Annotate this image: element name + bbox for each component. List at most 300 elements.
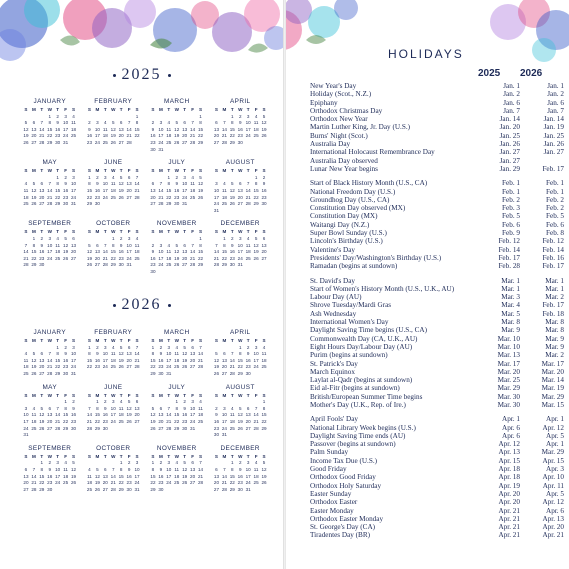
day-cell: 13 bbox=[118, 126, 124, 132]
holiday-row bbox=[310, 229, 564, 237]
day-cell: 5 bbox=[151, 405, 155, 411]
weekday-header: S bbox=[262, 168, 266, 174]
weekday-header: S bbox=[24, 453, 28, 459]
day-cell: 19 bbox=[70, 473, 77, 479]
day-cell: 22 bbox=[86, 194, 93, 200]
month-name: MARCH bbox=[164, 98, 190, 105]
day-cell: 21 bbox=[166, 418, 172, 424]
day-cell: 15 bbox=[261, 412, 267, 418]
weekday-header: M bbox=[31, 338, 36, 343]
day-cell: 13 bbox=[182, 126, 188, 132]
day-cell: 2 bbox=[238, 113, 242, 119]
day-cell: 10 bbox=[190, 405, 196, 411]
day-cell: 9 bbox=[262, 181, 266, 187]
holiday-name: Lunar New Year begins bbox=[310, 164, 378, 173]
day-cell: 6 bbox=[191, 460, 194, 466]
day-cell: 10 bbox=[213, 187, 220, 193]
day-cell: 10 bbox=[94, 126, 100, 132]
bullet-icon bbox=[113, 74, 116, 77]
day-cell: 3 bbox=[135, 460, 139, 466]
weekday-header: M bbox=[158, 107, 163, 112]
day-cell: 17 bbox=[213, 194, 220, 200]
day-cell: 17 bbox=[245, 126, 251, 132]
day-cell: 10 bbox=[110, 405, 116, 411]
day-cell: 5 bbox=[40, 405, 44, 411]
month-may bbox=[22, 384, 78, 439]
day-cell: 2 bbox=[72, 399, 75, 405]
weekday-header: F bbox=[127, 107, 131, 112]
day-cell: 25 bbox=[229, 425, 235, 431]
day-cell: 5 bbox=[238, 405, 242, 411]
day-cell: 15 bbox=[229, 126, 235, 132]
day-cell: 24 bbox=[94, 139, 100, 145]
weekday-header: S bbox=[71, 168, 76, 174]
month-name: DECEMBER bbox=[220, 444, 260, 452]
month-march bbox=[149, 329, 205, 378]
bullet-icon bbox=[168, 304, 171, 307]
day-cell: 30 bbox=[63, 201, 69, 207]
holiday-date-2025: Mar. 10 bbox=[497, 334, 520, 343]
day-cell: 30 bbox=[47, 486, 53, 492]
day-cell: 29 bbox=[47, 139, 53, 145]
holiday-row bbox=[310, 335, 564, 343]
day-grid bbox=[149, 168, 205, 208]
day-cell: 22 bbox=[261, 418, 267, 424]
day-cell: 1 bbox=[135, 113, 139, 119]
weekday-header: T bbox=[119, 229, 123, 235]
day-cell: 2 bbox=[96, 344, 99, 350]
month-june bbox=[86, 159, 142, 214]
weekday-header: M bbox=[31, 107, 36, 112]
day-cell: 9 bbox=[72, 405, 75, 411]
day-cell: 10 bbox=[102, 351, 108, 357]
day-cell: 30 bbox=[63, 370, 69, 376]
weekday-header: F bbox=[64, 168, 67, 174]
day-cell: 7 bbox=[191, 242, 194, 248]
month-name: FEBRUARY bbox=[94, 329, 133, 336]
day-cell: 31 bbox=[158, 146, 164, 152]
holiday-name: Orthodox Good Friday bbox=[310, 473, 376, 482]
holiday-date-2025: Apr. 19 bbox=[498, 481, 520, 490]
holiday-date-2026: Feb. 2 bbox=[546, 195, 564, 204]
day-cell: 6 bbox=[40, 181, 44, 187]
day-cell: 26 bbox=[23, 139, 29, 145]
weekday-header: S bbox=[151, 107, 155, 112]
weekday-header: T bbox=[40, 229, 44, 235]
holiday-date-2026: Apr. 12 bbox=[542, 498, 564, 507]
day-cell: 24 bbox=[190, 418, 196, 424]
holiday-row bbox=[310, 440, 564, 448]
day-cell: 19 bbox=[39, 418, 45, 424]
day-cell: 12 bbox=[118, 181, 124, 187]
weekday-header: M bbox=[222, 168, 227, 174]
holiday-date-2026: Apr. 10 bbox=[542, 473, 564, 482]
weekday-header: T bbox=[56, 392, 60, 398]
day-cell: 10 bbox=[158, 126, 164, 132]
holiday-name: April Fools' Day bbox=[310, 415, 359, 424]
day-cell: 26 bbox=[118, 194, 124, 200]
day-cell: 4 bbox=[111, 174, 115, 180]
day-cell: 7 bbox=[111, 466, 115, 472]
day-cell: 15 bbox=[197, 249, 204, 255]
holiday-name: Labour Day (AU) bbox=[310, 293, 362, 302]
day-cell: 23 bbox=[229, 255, 235, 261]
holiday-name: Lincoln's Birthday (U.S.) bbox=[310, 237, 383, 246]
day-cell: 14 bbox=[197, 351, 204, 357]
day-cell: 17 bbox=[182, 187, 188, 193]
day-cell: 3 bbox=[127, 235, 131, 241]
holiday-row bbox=[310, 326, 564, 334]
day-cell: 26 bbox=[31, 201, 37, 207]
weekday-header: S bbox=[135, 107, 139, 112]
day-cell: 22 bbox=[237, 364, 243, 370]
day-cell: 9 bbox=[183, 405, 186, 411]
day-cell: 1 bbox=[151, 460, 155, 466]
day-cell: 7 bbox=[56, 405, 59, 411]
day-cell: 17 bbox=[63, 126, 69, 132]
day-cell: 11 bbox=[261, 351, 267, 357]
day-cell: 29 bbox=[197, 262, 204, 268]
holiday-row bbox=[310, 140, 564, 148]
holiday-row bbox=[310, 99, 564, 107]
day-cell: 16 bbox=[229, 249, 235, 255]
day-cell: 3 bbox=[48, 235, 52, 241]
holiday-name: Groundhog Day (U.S., CA) bbox=[310, 195, 390, 204]
day-cell: 15 bbox=[134, 126, 140, 132]
day-cell: 6 bbox=[96, 242, 99, 248]
day-cell: 13 bbox=[94, 249, 100, 255]
day-cell: 12 bbox=[182, 351, 188, 357]
day-cell: 10 bbox=[245, 466, 251, 472]
weekday-header: T bbox=[119, 453, 123, 459]
day-cell: 1 bbox=[119, 460, 123, 466]
day-cell: 8 bbox=[199, 120, 202, 126]
day-cell: 20 bbox=[245, 418, 251, 424]
holiday-date-2025: Apr. 20 bbox=[498, 489, 520, 498]
weekday-header: F bbox=[64, 453, 67, 459]
day-cell: 27 bbox=[70, 255, 77, 261]
day-cell: 16 bbox=[174, 187, 180, 193]
day-cell: 11 bbox=[174, 466, 180, 472]
day-cell: 6 bbox=[238, 181, 242, 187]
day-cell: 18 bbox=[23, 364, 29, 370]
holiday-row bbox=[310, 293, 564, 301]
weekday-header: T bbox=[183, 453, 187, 459]
year-column-2025: 2025 bbox=[478, 68, 501, 79]
month-name: OCTOBER bbox=[96, 444, 131, 452]
day-cell: 10 bbox=[182, 181, 188, 187]
holiday-name: Australia Day observed bbox=[310, 156, 378, 165]
day-cell: 10 bbox=[134, 466, 140, 472]
month-december bbox=[213, 220, 269, 275]
day-cell: 25 bbox=[63, 480, 69, 486]
day-cell: 11 bbox=[102, 126, 108, 132]
holiday-date-2025: Mar. 8 bbox=[501, 318, 520, 327]
weekday-header: S bbox=[87, 168, 91, 174]
day-cell: 8 bbox=[119, 466, 123, 472]
holiday-list bbox=[310, 82, 564, 546]
day-cell: 23 bbox=[182, 418, 188, 424]
day-cell: 1 bbox=[199, 235, 202, 241]
day-cell: 13 bbox=[261, 242, 267, 248]
day-cell: 12 bbox=[126, 405, 132, 411]
month-april bbox=[213, 329, 269, 378]
day-cell: 28 bbox=[229, 370, 235, 376]
day-cell: 8 bbox=[96, 405, 99, 411]
day-cell: 20 bbox=[182, 255, 188, 261]
day-cell: 4 bbox=[231, 405, 234, 411]
holiday-date-2025: Mar. 3 bbox=[501, 293, 520, 302]
day-cell: 3 bbox=[72, 344, 75, 350]
day-cell: 7 bbox=[135, 344, 139, 350]
day-cell: 15 bbox=[174, 412, 180, 418]
day-cell: 25 bbox=[23, 201, 29, 207]
month-november bbox=[149, 445, 205, 494]
day-cell: 30 bbox=[229, 262, 235, 268]
holiday-date-2026: Apr. 5 bbox=[546, 431, 564, 440]
day-cell: 30 bbox=[237, 139, 243, 145]
weekday-header: F bbox=[64, 229, 67, 235]
day-cell: 28 bbox=[31, 486, 37, 492]
day-cell: 29 bbox=[94, 425, 100, 431]
day-cell: 19 bbox=[174, 133, 180, 139]
holiday-row bbox=[310, 401, 564, 409]
day-cell: 19 bbox=[182, 357, 188, 363]
holiday-date-2026: Apr. 5 bbox=[546, 489, 564, 498]
day-cell: 20 bbox=[261, 249, 267, 255]
holiday-date-2026: Apr. 13 bbox=[542, 514, 564, 523]
holiday-name: Orthodox Easter Monday bbox=[310, 514, 384, 523]
weekday-header: M bbox=[95, 107, 100, 112]
day-cell: 9 bbox=[56, 120, 59, 126]
day-cell: 31 bbox=[126, 262, 132, 268]
day-cell: 30 bbox=[55, 139, 61, 145]
day-cell: 21 bbox=[134, 357, 140, 363]
day-cell: 9 bbox=[238, 120, 242, 126]
day-cell: 23 bbox=[86, 139, 93, 145]
holiday-date-2025: Feb. 1 bbox=[502, 179, 520, 188]
day-cell: 26 bbox=[182, 364, 188, 370]
day-cell: 8 bbox=[199, 242, 202, 248]
month-july bbox=[149, 384, 205, 439]
holiday-date-2025: Apr. 1 bbox=[502, 415, 520, 424]
day-cell: 18 bbox=[190, 187, 196, 193]
day-cell: 7 bbox=[191, 120, 194, 126]
day-cell: 26 bbox=[213, 370, 220, 376]
day-cell: 19 bbox=[63, 249, 69, 255]
day-cell: 19 bbox=[110, 133, 116, 139]
year-heading-2026 bbox=[0, 296, 283, 314]
day-cell: 11 bbox=[118, 405, 124, 411]
day-cell: 4 bbox=[104, 120, 107, 126]
day-cell: 28 bbox=[245, 201, 251, 207]
holiday-row bbox=[310, 507, 564, 515]
day-cell: 28 bbox=[190, 139, 196, 145]
holiday-date-2026: Mar. 29 bbox=[541, 448, 564, 457]
day-cell: 11 bbox=[110, 181, 116, 187]
day-cell: 24 bbox=[166, 364, 172, 370]
holiday-row bbox=[310, 343, 564, 351]
day-cell: 21 bbox=[126, 133, 132, 139]
day-cell: 14 bbox=[23, 249, 29, 255]
day-cell: 21 bbox=[23, 255, 29, 261]
day-cell: 27 bbox=[213, 486, 220, 492]
weekday-header: S bbox=[151, 168, 155, 174]
day-cell: 9 bbox=[238, 466, 242, 472]
month-august bbox=[213, 159, 269, 214]
day-cell: 21 bbox=[102, 255, 108, 261]
holiday-row bbox=[310, 123, 564, 131]
holidays-title: HOLIDAYS bbox=[388, 47, 464, 61]
holiday-date-2025: Feb. 17 bbox=[498, 253, 520, 262]
holiday-date-2025: Jan. 26 bbox=[499, 140, 520, 149]
day-cell: 13 bbox=[213, 473, 220, 479]
day-cell: 10 bbox=[63, 120, 69, 126]
day-cell: 5 bbox=[111, 120, 115, 126]
day-cell: 15 bbox=[55, 187, 61, 193]
holiday-date-2026: Jan. 26 bbox=[543, 140, 564, 149]
day-cell: 2 bbox=[159, 344, 163, 350]
day-cell: 7 bbox=[246, 181, 250, 187]
day-cell: 17 bbox=[47, 249, 53, 255]
weekday-header: T bbox=[230, 168, 234, 174]
day-cell: 7 bbox=[127, 120, 131, 126]
day-cell: 27 bbox=[47, 425, 53, 431]
day-cell: 8 bbox=[111, 242, 115, 248]
weekday-header: S bbox=[71, 338, 76, 343]
day-cell: 28 bbox=[47, 201, 53, 207]
day-cell: 6 bbox=[32, 120, 36, 126]
day-cell: 3 bbox=[183, 174, 186, 180]
day-cell: 3 bbox=[104, 174, 107, 180]
holiday-name: St. Patrick's Day bbox=[310, 359, 358, 368]
day-cell: 14 bbox=[55, 412, 61, 418]
weekday-header: T bbox=[230, 229, 234, 235]
day-cell: 2 bbox=[215, 405, 218, 411]
day-grid bbox=[149, 229, 205, 275]
holiday-date-2026: Feb. 12 bbox=[542, 237, 564, 246]
day-cell: 24 bbox=[245, 133, 251, 139]
day-cell: 12 bbox=[174, 249, 180, 255]
month-name: APRIL bbox=[230, 98, 251, 105]
day-cell: 16 bbox=[118, 249, 124, 255]
day-cell: 22 bbox=[221, 255, 227, 261]
day-cell: 12 bbox=[39, 412, 45, 418]
day-cell: 17 bbox=[166, 357, 172, 363]
day-cell: 27 bbox=[126, 364, 132, 370]
day-cell: 12 bbox=[150, 412, 156, 418]
weekday-header: F bbox=[127, 168, 131, 174]
day-cell: 15 bbox=[55, 357, 61, 363]
day-cell: 25 bbox=[261, 364, 267, 370]
holiday-name: Presidents' Day/Washington's Birthday (U.S.) bbox=[310, 253, 442, 262]
weekday-header: W bbox=[174, 229, 179, 235]
day-cell: 20 bbox=[39, 364, 45, 370]
day-cell: 5 bbox=[175, 120, 179, 126]
day-cell: 1 bbox=[32, 235, 36, 241]
day-cell: 5 bbox=[119, 344, 123, 350]
day-cell: 8 bbox=[88, 181, 91, 187]
holiday-row bbox=[310, 523, 564, 531]
day-cell: 23 bbox=[174, 194, 180, 200]
holiday-date-2026: Mar. 9 bbox=[545, 342, 564, 351]
day-cell: 2 bbox=[262, 174, 266, 180]
day-cell: 16 bbox=[63, 357, 69, 363]
weekday-header: T bbox=[183, 229, 187, 235]
day-cell: 1 bbox=[199, 113, 202, 119]
day-cell: 14 bbox=[126, 126, 132, 132]
month-september bbox=[22, 445, 78, 494]
day-cell: 2 bbox=[88, 120, 91, 126]
day-cell: 26 bbox=[63, 255, 69, 261]
day-cell: 15 bbox=[197, 126, 204, 132]
day-cell: 22 bbox=[31, 255, 37, 261]
day-cell: 12 bbox=[261, 120, 267, 126]
holiday-date-2025: Jan. 2 bbox=[503, 90, 520, 99]
day-cell: 15 bbox=[94, 412, 100, 418]
day-cell: 8 bbox=[175, 405, 179, 411]
holiday-date-2025: Mar. 5 bbox=[501, 309, 520, 318]
day-cell: 11 bbox=[110, 351, 116, 357]
holiday-date-2025: Apr. 12 bbox=[498, 440, 520, 449]
weekday-header: T bbox=[103, 168, 107, 174]
holiday-row bbox=[310, 498, 564, 506]
day-cell: 16 bbox=[47, 473, 53, 479]
day-cell: 8 bbox=[167, 181, 171, 187]
day-cell: 24 bbox=[126, 255, 132, 261]
day-cell: 9 bbox=[159, 466, 163, 472]
day-cell: 3 bbox=[223, 405, 226, 411]
day-cell: 25 bbox=[23, 370, 29, 376]
weekday-header: W bbox=[47, 392, 52, 398]
holiday-name: Start of Black History Month (U.S., CA) bbox=[310, 179, 428, 188]
day-cell: 17 bbox=[55, 473, 61, 479]
day-cell: 27 bbox=[245, 425, 251, 431]
day-cell: 7 bbox=[48, 351, 52, 357]
holiday-date-2026: Apr. 20 bbox=[542, 523, 564, 532]
day-cell: 16 bbox=[213, 418, 220, 424]
weekday-header: T bbox=[246, 168, 250, 174]
day-grid bbox=[213, 168, 269, 214]
day-cell: 18 bbox=[102, 133, 108, 139]
day-cell: 3 bbox=[191, 399, 194, 405]
weekday-header: F bbox=[191, 392, 194, 398]
day-cell: 21 bbox=[221, 133, 227, 139]
day-cell: 7 bbox=[199, 460, 202, 466]
weekday-header: F bbox=[64, 338, 67, 343]
day-cell: 10 bbox=[166, 466, 172, 472]
day-cell: 20 bbox=[102, 480, 108, 486]
holiday-name: Shrove Tuesday/Mardi Gras bbox=[310, 301, 392, 310]
day-cell: 23 bbox=[237, 480, 243, 486]
day-cell: 21 bbox=[86, 418, 93, 424]
day-cell: 22 bbox=[39, 480, 45, 486]
year-heading-2025 bbox=[0, 66, 283, 84]
day-cell: 24 bbox=[102, 364, 108, 370]
day-cell: 9 bbox=[246, 351, 250, 357]
holiday-date-2025: Mar. 10 bbox=[497, 342, 520, 351]
day-cell: 28 bbox=[110, 486, 116, 492]
holiday-date-2025: Apr. 21 bbox=[498, 523, 520, 532]
month-name: SEPTEMBER bbox=[28, 220, 72, 228]
day-cell: 6 bbox=[191, 344, 194, 350]
day-cell: 23 bbox=[126, 480, 132, 486]
weekday-header: M bbox=[95, 229, 100, 235]
holiday-row bbox=[310, 482, 564, 490]
holiday-date-2025: Feb. 14 bbox=[498, 245, 520, 254]
day-cell: 22 bbox=[134, 133, 140, 139]
day-grid bbox=[86, 393, 142, 433]
